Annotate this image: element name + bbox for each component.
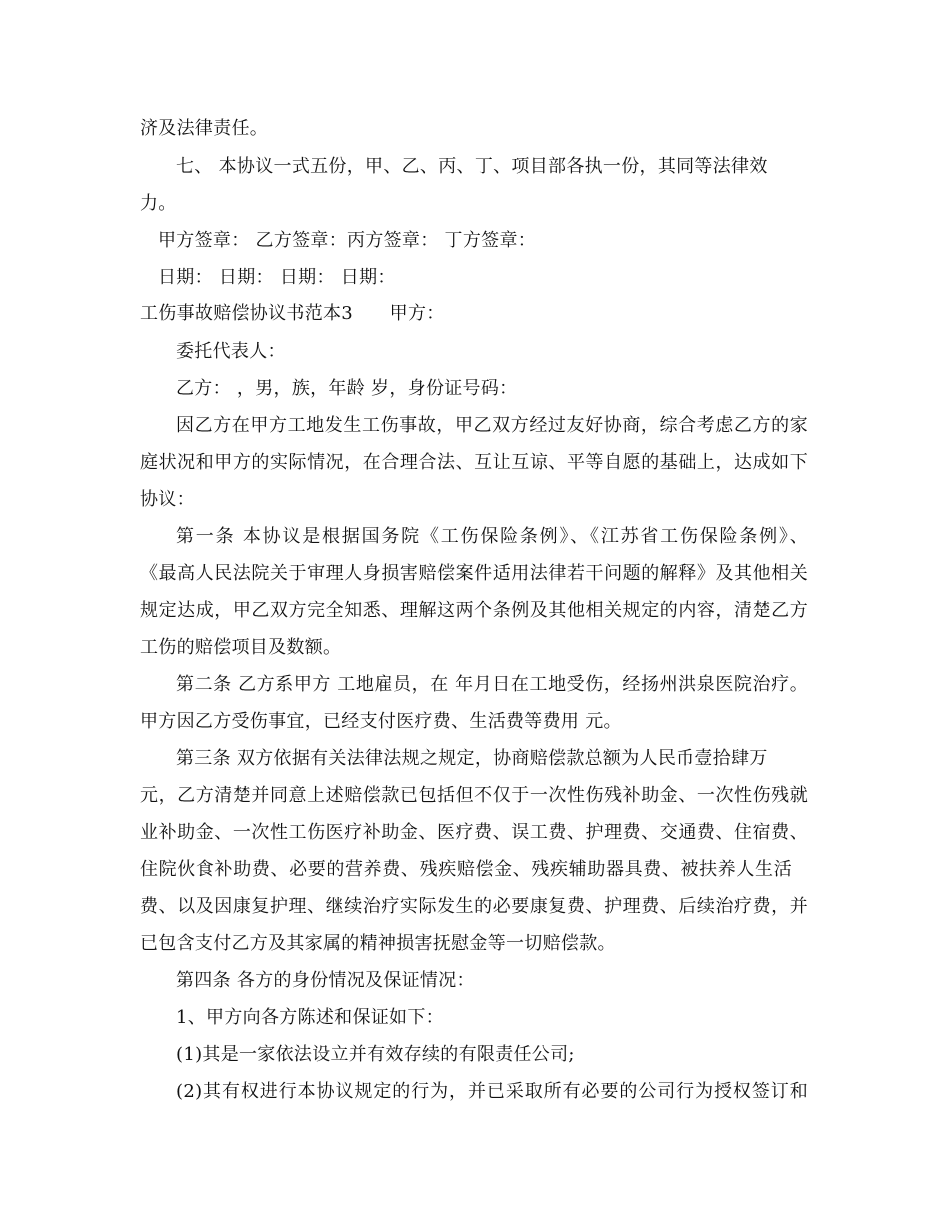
date-labels: 日期： 日期： 日期： 日期：: [158, 267, 396, 288]
text-line: 七、 本协议一式五份，甲、乙、丙、丁、项目部各执一份，其同等法律效: [176, 156, 768, 177]
text-line: 委托代表人：: [176, 341, 286, 362]
text-line: 庭状况和甲方的实际情况，在合理合法、互让互谅、平等自愿的基础上，达成如下: [140, 452, 808, 473]
text-line: 《最高人民法院关于审理人身损害赔偿案件适用法律若干问题的解释》及其他相关: [140, 563, 808, 584]
text-line: 第一条 本协议是根据国务院《工伤保险条例》、《江苏省工伤保险条例》、: [176, 526, 808, 547]
text-line: 业补助金、一次性工伤医疗补助金、医疗费、误工费、护理费、交通费、住宿费、: [140, 822, 808, 843]
text-line: 费、以及因康复护理、继续治疗实际发生的必要康复费、护理费、后续治疗费，并: [140, 896, 808, 917]
text-line: 工伤的赔偿项目及数额。: [140, 637, 342, 658]
section-title: 工伤事故赔偿协议书范本3 甲方：: [140, 303, 445, 324]
text-line: 因乙方在甲方工地发生工伤事故，甲乙双方经过友好协商，综合考虑乙方的家: [176, 415, 808, 436]
text-line: 已包含支付乙方及其家属的精神损害抚慰金等一切赔偿款。: [140, 933, 616, 954]
text-line: 第二条 乙方系甲方 工地雇员，在 年月日在工地受伤，经扬州洪泉医院治疗。: [176, 674, 808, 695]
text-line: 乙方： ，男，族，年龄 岁，身份证号码：: [176, 378, 518, 399]
text-line: 住院伙食补助费、必要的营养费、残疾赔偿金、残疾辅助器具费、被扶养人生活: [140, 859, 792, 880]
text-line: 力。: [140, 193, 177, 214]
text-line: 甲方因乙方受伤事宜，已经支付医疗费、生活费等费用 元。: [140, 711, 622, 732]
text-line: 济及法律责任。: [140, 118, 269, 139]
signature-labels: 甲方签章： 乙方签章：丙方签章： 丁方签章：: [158, 230, 537, 251]
text-line: 第四条 各方的身份情况及保证情况：: [176, 970, 475, 991]
text-line: 协议：: [140, 489, 195, 510]
text-line: 第三条 双方依据有关法律法规之规定，协商赔偿款总额为人民币壹拾肆万: [176, 748, 768, 769]
text-line: 1、甲方向各方陈述和保证如下：: [176, 1007, 444, 1028]
text-line: 元，乙方清楚并同意上述赔偿款已包括但不仅于一次性伤残补助金、一次性伤残就: [140, 785, 808, 806]
text-line: (2)其有权进行本协议规定的行为，并已采取所有必要的公司行为授权签订和: [176, 1081, 808, 1102]
text-line: 规定达成，甲乙双方完全知悉、理解这两个条例及其他相关规定的内容，清楚乙方: [140, 600, 808, 621]
text-line: (1)其是一家依法设立并有效存续的有限责任公司;: [176, 1044, 575, 1065]
